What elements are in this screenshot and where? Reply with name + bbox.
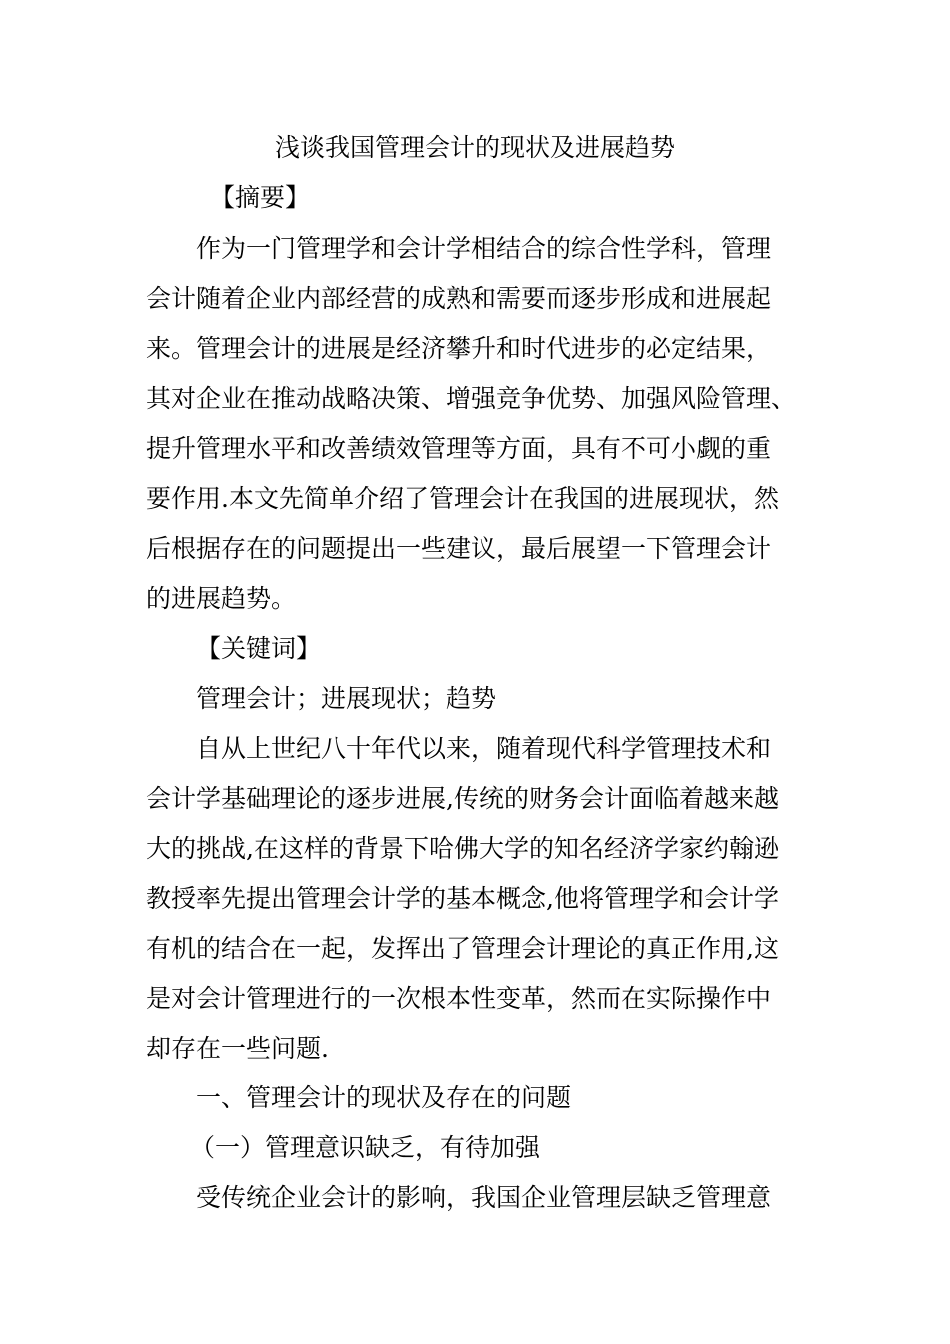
section-heading: 一、管理会计的现状及存在的问题 [196, 1083, 572, 1112]
intro-line: 有机的结合在一起，发挥出了管理会计理论的真正作用,这 [146, 934, 779, 963]
abstract-line: 来。管理会计的进展是经济攀升和时代进步的必定结果， [146, 334, 772, 363]
abstract-line: 要作用.本文先简单介绍了管理会计在我国的进展现状，然 [146, 484, 779, 513]
intro-line: 却存在一些问题. [146, 1034, 329, 1063]
abstract-line: 其对企业在推动战略决策、增强竞争优势、加强风险管理、 [146, 384, 797, 413]
keywords-heading: 【关键词】 [196, 634, 322, 663]
abstract-line: 会计随着企业内部经营的成熟和需要而逐步形成和进展起 [146, 284, 772, 313]
abstract-line: 后根据存在的问题提出一些建议，最后展望一下管理会计 [146, 534, 772, 563]
abstract-heading: 【摘要】 [210, 183, 311, 212]
abstract-line: 作为一门管理学和会计学相结合的综合性学科，管理 [196, 234, 772, 263]
intro-line: 是对会计管理进行的一次根本性变革，然而在实际操作中 [146, 984, 772, 1013]
document-title: 浅谈我国管理会计的现状及进展趋势 [274, 133, 675, 162]
abstract-line: 的进展趋势。 [146, 584, 297, 613]
intro-line: 会计学基础理论的逐步进展,传统的财务会计面临着越来越 [146, 784, 779, 813]
intro-line: 自从上世纪八十年代以来，随着现代科学管理技术和 [196, 734, 772, 763]
intro-line: 教授率先提出管理会计学的基本概念,他将管理学和会计学 [146, 884, 779, 913]
abstract-line: 提升管理水平和改善绩效管理等方面，具有不可小觑的重 [146, 434, 772, 463]
body-line: 受传统企业会计的影响，我国企业管理层缺乏管理意 [196, 1183, 772, 1212]
subsection-heading: （一）管理意识缺乏，有待加强 [190, 1133, 541, 1162]
keywords-text: 管理会计；进展现状；趋势 [196, 684, 497, 713]
intro-line: 大的挑战,在这样的背景下哈佛大学的知名经济学家约翰逊 [146, 834, 779, 863]
